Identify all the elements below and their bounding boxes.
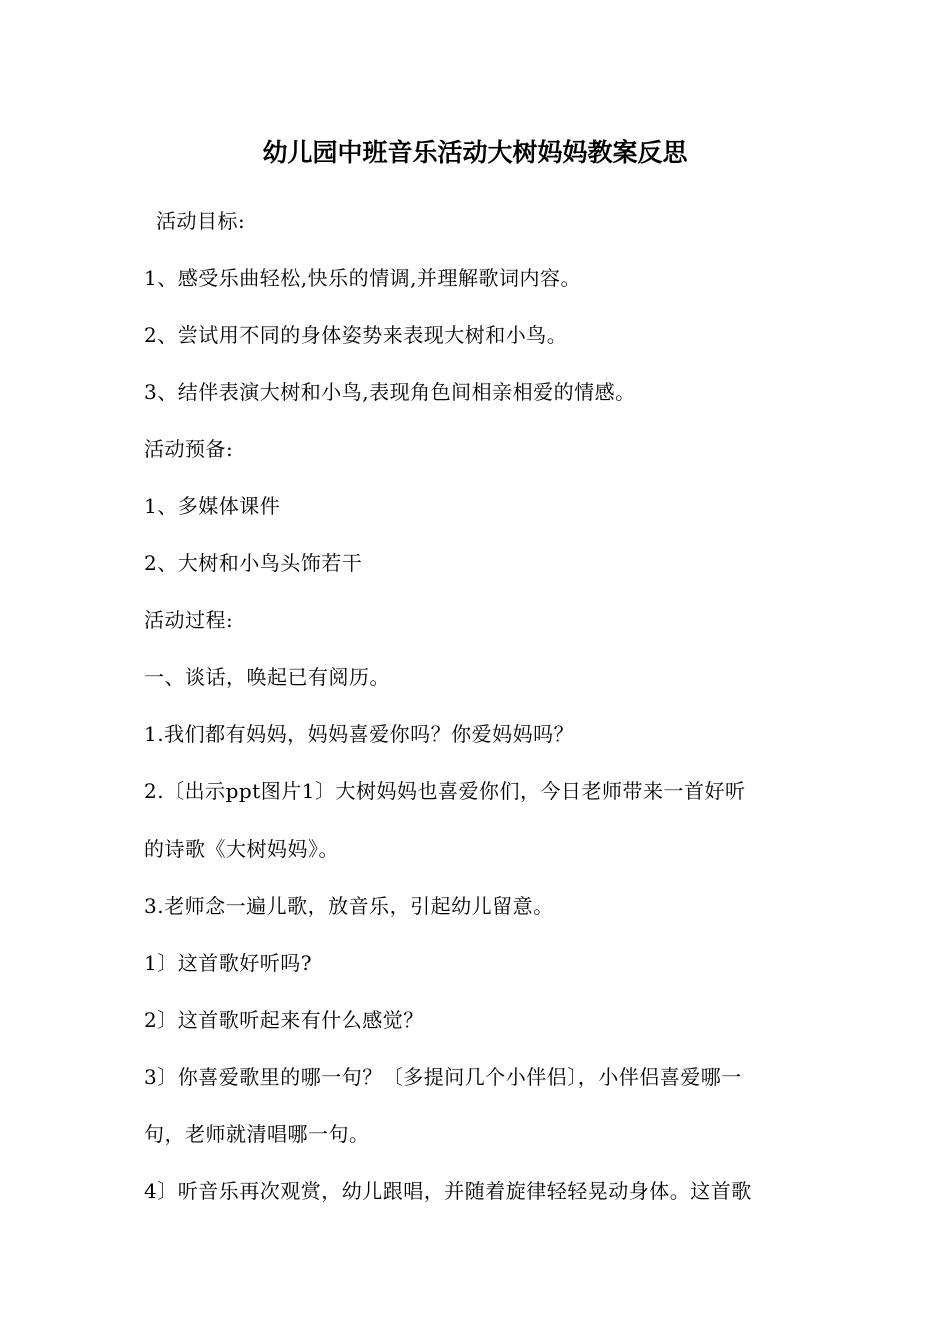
paragraph-line: 一、谈话，唤起已有阅历。: [144, 665, 390, 689]
paragraph-line: 2、尝试用不同的身体姿势来表现大树和小鸟。: [144, 323, 568, 347]
paragraph-line: 的诗歌《大树妈妈》。: [144, 837, 339, 861]
paragraph-line: 2、大树和小鸟头饰若干: [144, 551, 363, 575]
paragraph-line: 3、结伴表演大树和小鸟,表现角色间相亲相爱的情感。: [144, 380, 636, 404]
paragraph-line: 1、感受乐曲轻松,快乐的情调,并理解歌词内容。: [144, 266, 581, 290]
paragraph-line: 2.〔出示ppt图片1〕大树妈妈也喜爱你们，今日老师带来一首好听: [144, 779, 746, 803]
paragraph-line: 3〕你喜爱歌里的哪一句？〔多提问几个小伴侣〕，小伴侣喜爱哪一: [144, 1065, 742, 1089]
section-heading-process: 活动过程:: [144, 608, 234, 632]
paragraph-line: 3.老师念一遍儿歌，放音乐，引起幼儿留意。: [144, 894, 554, 918]
paragraph-line: 句，老师就清唱哪一句。: [144, 1122, 370, 1146]
section-heading-goals: 活动目标:: [156, 209, 246, 233]
paragraph-line: 4〕听音乐再次观赏，幼儿跟唱，并随着旋律轻轻晃动身体。这首歌: [144, 1179, 752, 1203]
section-heading-preparation: 活动预备:: [144, 437, 234, 461]
paragraph-line: 1、多媒体课件: [144, 494, 281, 518]
paragraph-line: 1〕这首歌好听吗?: [144, 951, 312, 975]
paragraph-line: 1.我们都有妈妈，妈妈喜爱你吗？你爱妈妈吗？: [144, 722, 575, 746]
paragraph-line: 2〕这首歌听起来有什么感觉？: [144, 1008, 424, 1032]
document-title: 幼儿园中班音乐活动大树妈妈教案反思: [262, 138, 688, 167]
